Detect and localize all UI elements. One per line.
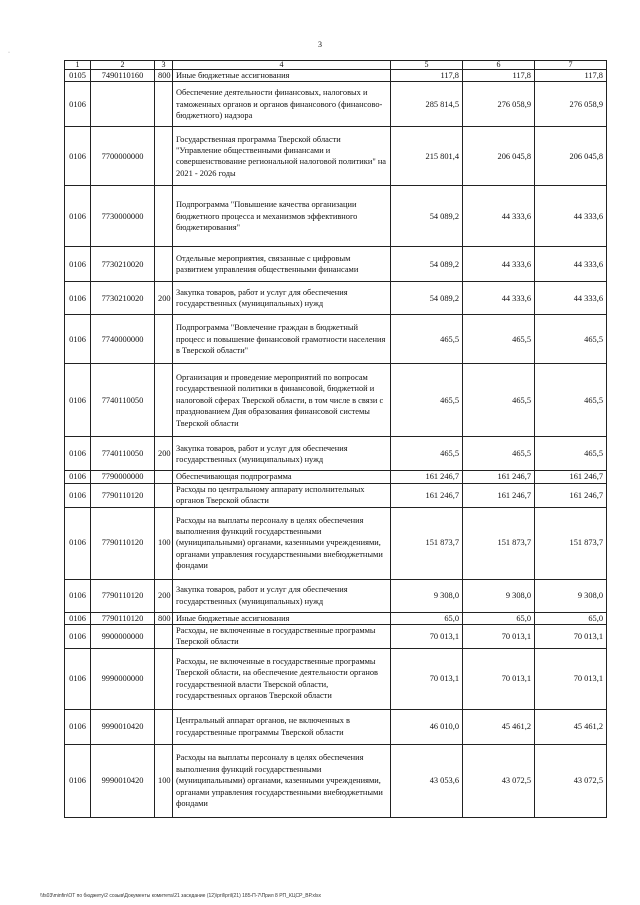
target-code-cell: 9900000000 — [91, 625, 155, 649]
value-col7-cell: 44 333,6 — [535, 247, 607, 282]
header-col-7: 7 — [535, 61, 607, 70]
expense-type-cell: 200 — [155, 437, 173, 471]
value-col5-cell: 43 053,6 — [391, 744, 463, 817]
expense-type-cell — [155, 709, 173, 744]
target-code-cell: 7790000000 — [91, 471, 155, 483]
expense-type-cell — [155, 471, 173, 483]
description-cell: Закупка товаров, работ и услуг для обеспечения государственных (муниципальных) нужд — [173, 282, 391, 315]
code-cell: 0106 — [65, 364, 91, 437]
description-cell: Обеспечивающая подпрограмма — [173, 471, 391, 483]
value-col6-cell: 44 333,6 — [463, 247, 535, 282]
expense-type-cell: 100 — [155, 507, 173, 579]
description-cell: Иные бюджетные ассигнования — [173, 612, 391, 624]
value-col7-cell: 117,8 — [535, 70, 607, 82]
value-col7-cell: 44 333,6 — [535, 186, 607, 247]
target-code-cell — [91, 82, 155, 127]
header-col-2: 2 — [91, 61, 155, 70]
value-col6-cell: 45 461,2 — [463, 709, 535, 744]
value-col5-cell: 161 246,7 — [391, 483, 463, 507]
value-col6-cell: 161 246,7 — [463, 471, 535, 483]
target-code-cell: 7740110050 — [91, 437, 155, 471]
description-cell: Расходы на выплаты персоналу в целях обеспечения выполнения функций государственными (муниципальными) органами, казенными учреждениями, органами управления государственными внебюджетными фондами — [173, 507, 391, 579]
value-col7-cell: 70 013,1 — [535, 625, 607, 649]
value-col7-cell: 161 246,7 — [535, 471, 607, 483]
value-col6-cell: 151 873,7 — [463, 507, 535, 579]
expense-type-cell: 200 — [155, 282, 173, 315]
value-col6-cell: 465,5 — [463, 315, 535, 364]
value-col5-cell: 465,5 — [391, 364, 463, 437]
target-code-cell: 9990010420 — [91, 744, 155, 817]
table-row — [65, 507, 607, 579]
code-cell: 0106 — [65, 315, 91, 364]
header-col-1: 1 — [65, 61, 91, 70]
description-cell: Иные бюджетные ассигнования — [173, 70, 391, 82]
description-cell: Обеспечение деятельности финансовых, налоговых и таможенных органов и органов финансового (финансово-бюджетного) надзора — [173, 82, 391, 127]
value-col6-cell: 206 045,8 — [463, 127, 535, 186]
budget-table — [64, 60, 607, 818]
description-cell: Центральный аппарат органов, не включенных в государственные программы Тверской области — [173, 709, 391, 744]
table-row — [65, 744, 607, 817]
value-col5-cell: 70 013,1 — [391, 648, 463, 709]
target-code-cell: 7740110050 — [91, 364, 155, 437]
target-code-cell: 9990010420 — [91, 709, 155, 744]
table-header-row — [65, 61, 607, 70]
description-cell: Расходы, не включенные в государственные программы Тверской области, на обеспечение деятельности органов государственной власти Тверской области, государственных органов Тверской области — [173, 648, 391, 709]
header-col-3: 3 — [155, 61, 173, 70]
target-code-cell: 7730210020 — [91, 247, 155, 282]
expense-type-cell — [155, 127, 173, 186]
value-col7-cell: 70 013,1 — [535, 648, 607, 709]
value-col6-cell: 44 333,6 — [463, 186, 535, 247]
code-cell: 0106 — [65, 282, 91, 315]
code-cell: 0106 — [65, 709, 91, 744]
value-col7-cell: 43 072,5 — [535, 744, 607, 817]
expense-type-cell — [155, 625, 173, 649]
code-cell: 0106 — [65, 127, 91, 186]
expense-type-cell — [155, 648, 173, 709]
value-col6-cell: 65,0 — [463, 612, 535, 624]
table-row — [65, 82, 607, 127]
target-code-cell: 7730000000 — [91, 186, 155, 247]
code-cell: 0106 — [65, 625, 91, 649]
value-col5-cell: 285 814,5 — [391, 82, 463, 127]
code-cell: 0105 — [65, 70, 91, 82]
table-row — [65, 315, 607, 364]
table-row — [65, 364, 607, 437]
target-code-cell: 7790110120 — [91, 612, 155, 624]
target-code-cell: 7700000000 — [91, 127, 155, 186]
description-cell: Подпрограмма "Вовлечение граждан в бюджетный процесс и повышение финансовой грамотности населения в Тверской области" — [173, 315, 391, 364]
description-cell: Государственная программа Тверской области "Управление общественными финансами и совершенствование региональной налоговой политики" на 2021 - 2026 годы — [173, 127, 391, 186]
code-cell: 0106 — [65, 483, 91, 507]
value-col5-cell: 151 873,7 — [391, 507, 463, 579]
value-col6-cell: 117,8 — [463, 70, 535, 82]
value-col5-cell: 54 089,2 — [391, 186, 463, 247]
value-col6-cell: 276 058,9 — [463, 82, 535, 127]
value-col7-cell: 161 246,7 — [535, 483, 607, 507]
header-col-4: 4 — [173, 61, 391, 70]
value-col5-cell: 46 010,0 — [391, 709, 463, 744]
table-row — [65, 437, 607, 471]
value-col6-cell: 465,5 — [463, 364, 535, 437]
value-col6-cell: 9 308,0 — [463, 579, 535, 612]
value-col5-cell: 70 013,1 — [391, 625, 463, 649]
value-col5-cell: 9 308,0 — [391, 579, 463, 612]
expense-type-cell: 100 — [155, 744, 173, 817]
target-code-cell: 7730210020 — [91, 282, 155, 315]
table-row — [65, 612, 607, 624]
description-cell: Организация и проведение мероприятий по вопросам государственной политики в финансовой, бюджетной и налоговой сферах Тверской области, в том числе в связи с празднованием Дня образования финансовой системы Тверской области — [173, 364, 391, 437]
table-row — [65, 186, 607, 247]
header-col-5: 5 — [391, 61, 463, 70]
code-cell: 0106 — [65, 471, 91, 483]
code-cell: 0106 — [65, 648, 91, 709]
target-code-cell: 7490110160 — [91, 70, 155, 82]
expense-type-cell: 800 — [155, 612, 173, 624]
code-cell: 0106 — [65, 507, 91, 579]
description-cell: Закупка товаров, работ и услуг для обеспечения государственных (муниципальных) нужд — [173, 579, 391, 612]
target-code-cell: 7790110120 — [91, 483, 155, 507]
expense-type-cell — [155, 483, 173, 507]
value-col6-cell: 70 013,1 — [463, 648, 535, 709]
expense-type-cell: 800 — [155, 70, 173, 82]
value-col7-cell: 465,5 — [535, 437, 607, 471]
value-col7-cell: 44 333,6 — [535, 282, 607, 315]
description-cell: Закупка товаров, работ и услуг для обеспечения государственных (муниципальных) нужд — [173, 437, 391, 471]
code-cell: 0106 — [65, 744, 91, 817]
value-col7-cell: 465,5 — [535, 315, 607, 364]
value-col5-cell: 65,0 — [391, 612, 463, 624]
value-col6-cell: 43 072,5 — [463, 744, 535, 817]
expense-type-cell — [155, 82, 173, 127]
value-col5-cell: 54 089,2 — [391, 282, 463, 315]
table-row — [65, 483, 607, 507]
header-col-6: 6 — [463, 61, 535, 70]
value-col7-cell: 9 308,0 — [535, 579, 607, 612]
code-cell: 0106 — [65, 612, 91, 624]
expense-type-cell — [155, 186, 173, 247]
value-col5-cell: 215 801,4 — [391, 127, 463, 186]
value-col6-cell: 44 333,6 — [463, 282, 535, 315]
target-code-cell: 7790110120 — [91, 579, 155, 612]
description-cell: Отдельные мероприятия, связанные с цифровым развитием управления общественными финансами — [173, 247, 391, 282]
expense-type-cell — [155, 364, 173, 437]
table-row — [65, 70, 607, 82]
description-cell: Расходы, не включенные в государственные программы Тверской области — [173, 625, 391, 649]
target-code-cell: 7790110120 — [91, 507, 155, 579]
value-col7-cell: 465,5 — [535, 364, 607, 437]
page-number: 3 — [318, 40, 322, 49]
table-row — [65, 471, 607, 483]
value-col5-cell: 54 089,2 — [391, 247, 463, 282]
value-col7-cell: 276 058,9 — [535, 82, 607, 127]
value-col7-cell: 151 873,7 — [535, 507, 607, 579]
table-row — [65, 282, 607, 315]
value-col5-cell: 465,5 — [391, 315, 463, 364]
table-row — [65, 648, 607, 709]
value-col5-cell: 161 246,7 — [391, 471, 463, 483]
table-row — [65, 579, 607, 612]
table-row — [65, 127, 607, 186]
code-cell: 0106 — [65, 82, 91, 127]
code-cell: 0106 — [65, 186, 91, 247]
description-cell: Расходы на выплаты персоналу в целях обеспечения выполнения функций государственными (муниципальными) органами, казенными учреждениями, органами управления государственными внебюджетными фондами — [173, 744, 391, 817]
expense-type-cell: 200 — [155, 579, 173, 612]
table-row — [65, 247, 607, 282]
table-row — [65, 709, 607, 744]
description-cell: Расходы по центральному аппарату исполнительных органов Тверской области — [173, 483, 391, 507]
target-code-cell: 9990000000 — [91, 648, 155, 709]
value-col7-cell: 206 045,8 — [535, 127, 607, 186]
stray-mark: · — [8, 50, 10, 56]
expense-type-cell — [155, 247, 173, 282]
code-cell: 0106 — [65, 579, 91, 612]
value-col6-cell: 70 013,1 — [463, 625, 535, 649]
value-col6-cell: 465,5 — [463, 437, 535, 471]
target-code-cell: 7740000000 — [91, 315, 155, 364]
expense-type-cell — [155, 315, 173, 364]
value-col5-cell: 465,5 — [391, 437, 463, 471]
description-cell: Подпрограмма "Повышение качества организации бюджетного процесса и механизмов эффективного бюджетирования" — [173, 186, 391, 247]
file-path-footer: \\fs03\minfin\ОТ по бюджету\2 созыв\Документы комитета\21 заседание (12)\pril\pril(21) 185-П-7\Прил 8 РП_КЦСР_ВР.xlsx — [40, 893, 321, 899]
value-col5-cell: 117,8 — [391, 70, 463, 82]
table-row — [65, 625, 607, 649]
code-cell: 0106 — [65, 247, 91, 282]
value-col7-cell: 45 461,2 — [535, 709, 607, 744]
code-cell: 0106 — [65, 437, 91, 471]
value-col6-cell: 161 246,7 — [463, 483, 535, 507]
value-col7-cell: 65,0 — [535, 612, 607, 624]
